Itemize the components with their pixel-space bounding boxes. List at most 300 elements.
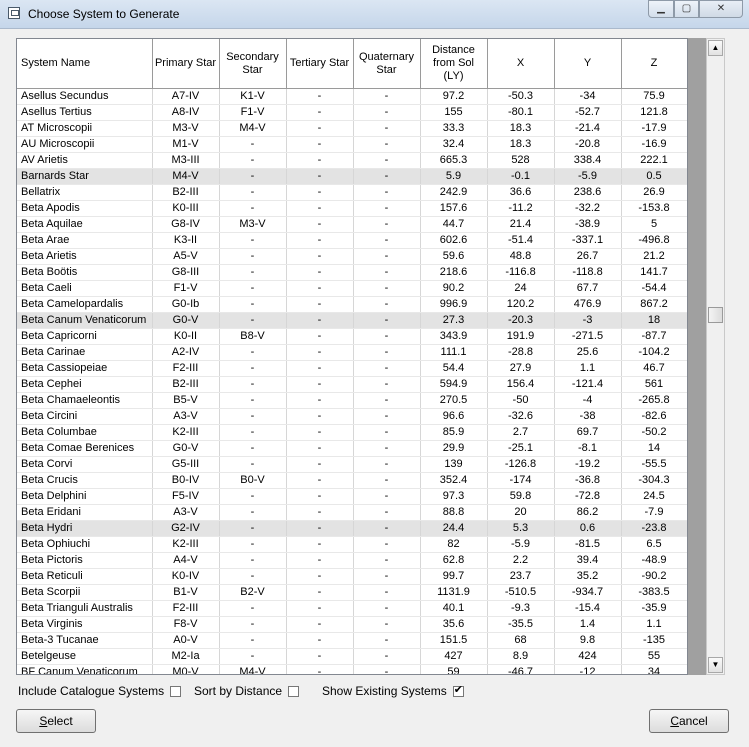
table-row[interactable] xyxy=(17,105,687,121)
table-row[interactable] xyxy=(17,393,687,409)
table-cell: - xyxy=(286,137,353,153)
table-cell: - xyxy=(286,649,353,665)
table-cell: -116.8 xyxy=(487,265,554,281)
table-cell: - xyxy=(286,585,353,601)
table-row[interactable] xyxy=(17,233,687,249)
table-row[interactable] xyxy=(17,329,687,345)
table-cell: - xyxy=(353,441,420,457)
table-cell: Beta Cassiopeiae xyxy=(17,361,152,377)
table-cell: - xyxy=(219,153,286,169)
table-cell: G8-IV xyxy=(152,217,219,233)
include-catalogue-label: Include Catalogue Systems xyxy=(18,684,165,698)
table-cell: - xyxy=(286,393,353,409)
table-cell: - xyxy=(219,281,286,297)
table-row[interactable] xyxy=(17,137,687,153)
table-cell: 0.6 xyxy=(554,521,621,537)
table-cell: - xyxy=(353,601,420,617)
table-cell: - xyxy=(353,377,420,393)
table-cell: -5.9 xyxy=(487,537,554,553)
table-row[interactable] xyxy=(17,601,687,617)
table-cell: Beta Trianguli Australis xyxy=(17,601,152,617)
table-cell: - xyxy=(286,233,353,249)
table-cell: 59 xyxy=(420,665,487,676)
table-cell: - xyxy=(286,153,353,169)
table-cell: - xyxy=(353,617,420,633)
show-existing-option[interactable] xyxy=(322,684,464,698)
table-cell: - xyxy=(219,617,286,633)
title-bar xyxy=(0,0,749,29)
table-cell: F2-III xyxy=(152,601,219,617)
table-cell: G0-Ib xyxy=(152,297,219,313)
table-cell: - xyxy=(286,169,353,185)
scroll-up-button[interactable] xyxy=(708,40,723,56)
table-cell: - xyxy=(353,585,420,601)
table-cell: BF Canum Venaticorum xyxy=(17,665,152,676)
table-cell: 121.8 xyxy=(621,105,687,121)
column-header[interactable]: Y xyxy=(554,39,621,89)
table-row[interactable] xyxy=(17,569,687,585)
table-cell: Beta Columbae xyxy=(17,425,152,441)
table-cell: - xyxy=(353,505,420,521)
table-cell: - xyxy=(219,393,286,409)
table-row[interactable] xyxy=(17,201,687,217)
table-cell: -87.7 xyxy=(621,329,687,345)
table-cell: -38.9 xyxy=(554,217,621,233)
table-row[interactable] xyxy=(17,425,687,441)
table-cell: 5.3 xyxy=(487,521,554,537)
minimize-button[interactable] xyxy=(648,0,674,18)
table-row[interactable] xyxy=(17,153,687,169)
table-cell: 33.3 xyxy=(420,121,487,137)
column-header[interactable]: X xyxy=(487,39,554,89)
table-cell: 528 xyxy=(487,153,554,169)
table-cell: 62.8 xyxy=(420,553,487,569)
table-row[interactable] xyxy=(17,281,687,297)
table-row[interactable] xyxy=(17,665,687,676)
table-cell: 24.5 xyxy=(621,489,687,505)
table-cell: 96.6 xyxy=(420,409,487,425)
table-row[interactable] xyxy=(17,265,687,281)
close-button[interactable] xyxy=(699,0,743,18)
column-header[interactable]: Tertiary Star xyxy=(286,39,353,89)
table-cell: - xyxy=(353,281,420,297)
table-cell: K3-II xyxy=(152,233,219,249)
table-cell: 54.4 xyxy=(420,361,487,377)
table-cell: 24.4 xyxy=(420,521,487,537)
table-row[interactable] xyxy=(17,249,687,265)
table-cell: - xyxy=(353,313,420,329)
include-catalogue-option[interactable] xyxy=(18,684,181,698)
table-cell: - xyxy=(353,569,420,585)
table-cell: - xyxy=(219,457,286,473)
table-cell: -337.1 xyxy=(554,233,621,249)
table-cell: -50.2 xyxy=(621,425,687,441)
table-cell: - xyxy=(219,649,286,665)
table-cell: - xyxy=(353,473,420,489)
table-cell: 26.7 xyxy=(554,249,621,265)
sort-by-distance-checkbox[interactable] xyxy=(288,686,299,697)
table-cell: - xyxy=(353,105,420,121)
table-cell: Beta Ophiuchi xyxy=(17,537,152,553)
table-cell: 40.1 xyxy=(420,601,487,617)
table-cell: - xyxy=(286,505,353,521)
table-cell: -32.2 xyxy=(554,201,621,217)
table-cell: - xyxy=(353,185,420,201)
table-cell: - xyxy=(286,473,353,489)
table-cell: - xyxy=(353,489,420,505)
table-cell: -20.3 xyxy=(487,313,554,329)
table-cell: -72.8 xyxy=(554,489,621,505)
table-cell: M2-Ia xyxy=(152,649,219,665)
table-row[interactable] xyxy=(17,585,687,601)
table-cell: -126.8 xyxy=(487,457,554,473)
table-cell: Asellus Secundus xyxy=(17,89,152,105)
table-cell: -23.8 xyxy=(621,521,687,537)
table-cell: -82.6 xyxy=(621,409,687,425)
table-cell: 8.9 xyxy=(487,649,554,665)
table-cell: B2-V xyxy=(219,585,286,601)
table-cell: 82 xyxy=(420,537,487,553)
table-cell: -48.9 xyxy=(621,553,687,569)
table-row[interactable] xyxy=(17,617,687,633)
table-cell: F1-V xyxy=(219,105,286,121)
table-row[interactable] xyxy=(17,217,687,233)
table-cell: -496.8 xyxy=(621,233,687,249)
maximize-button[interactable] xyxy=(674,0,699,18)
minimize-icon: ▁ xyxy=(657,3,665,14)
table-cell: - xyxy=(286,217,353,233)
table-cell: - xyxy=(353,249,420,265)
table-cell: 1.1 xyxy=(554,361,621,377)
table-cell: - xyxy=(353,297,420,313)
column-header[interactable]: Quaternary Star xyxy=(353,39,420,89)
table-cell: - xyxy=(219,265,286,281)
table-cell: - xyxy=(219,377,286,393)
table-cell: - xyxy=(353,537,420,553)
table-cell: 1131.9 xyxy=(420,585,487,601)
table-cell: - xyxy=(353,633,420,649)
table-cell: B8-V xyxy=(219,329,286,345)
table-row[interactable] xyxy=(17,473,687,489)
table-cell: -17.9 xyxy=(621,121,687,137)
table-cell: 27.3 xyxy=(420,313,487,329)
cancel-label: ancel xyxy=(678,714,708,728)
table-cell: - xyxy=(353,217,420,233)
arrow-up-icon: ▲ xyxy=(711,43,720,52)
table-cell: -4 xyxy=(554,393,621,409)
vertical-scrollbar[interactable] xyxy=(706,38,725,675)
table-cell: 27.9 xyxy=(487,361,554,377)
table-cell: 270.5 xyxy=(420,393,487,409)
table-cell: 476.9 xyxy=(554,297,621,313)
table-row[interactable] xyxy=(17,313,687,329)
table-cell: 29.9 xyxy=(420,441,487,457)
table-cell: 111.1 xyxy=(420,345,487,361)
table-cell: -121.4 xyxy=(554,377,621,393)
table-cell: -35.5 xyxy=(487,617,554,633)
table-cell: - xyxy=(286,409,353,425)
table-cell: 99.7 xyxy=(420,569,487,585)
table-cell: 867.2 xyxy=(621,297,687,313)
include-catalogue-checkbox[interactable] xyxy=(170,686,181,697)
table-cell: Beta Chamaeleontis xyxy=(17,393,152,409)
table-cell: -12 xyxy=(554,665,621,676)
table-cell: 156.4 xyxy=(487,377,554,393)
table-cell: B2-III xyxy=(152,377,219,393)
select-mnemonic: S xyxy=(39,714,48,728)
table-cell: 21.4 xyxy=(487,217,554,233)
table-cell: -28.8 xyxy=(487,345,554,361)
table-row[interactable] xyxy=(17,345,687,361)
grid-empty-area xyxy=(688,38,706,675)
table-cell: - xyxy=(219,361,286,377)
table-cell: 5 xyxy=(621,217,687,233)
table-row[interactable] xyxy=(17,441,687,457)
table-cell: - xyxy=(353,137,420,153)
table-cell: Beta Corvi xyxy=(17,457,152,473)
table-cell: F1-V xyxy=(152,281,219,297)
table-cell: 157.6 xyxy=(420,201,487,217)
table-cell: -135 xyxy=(621,633,687,649)
table-cell: 46.7 xyxy=(621,361,687,377)
table-cell: F5-IV xyxy=(152,489,219,505)
table-cell: - xyxy=(353,89,420,105)
table-row[interactable] xyxy=(17,409,687,425)
scroll-down-button[interactable] xyxy=(708,657,723,673)
table-cell: G5-III xyxy=(152,457,219,473)
table-cell: Beta Delphini xyxy=(17,489,152,505)
table-cell: - xyxy=(286,121,353,137)
table-cell: 594.9 xyxy=(420,377,487,393)
table-cell: - xyxy=(219,409,286,425)
show-existing-checkbox[interactable] xyxy=(453,686,464,697)
table-cell: - xyxy=(286,601,353,617)
grid-header-row xyxy=(17,39,687,89)
table-cell: 141.7 xyxy=(621,265,687,281)
window-controls xyxy=(648,0,743,18)
table-cell: -104.2 xyxy=(621,345,687,361)
table-cell: 120.2 xyxy=(487,297,554,313)
table-cell: -8.1 xyxy=(554,441,621,457)
select-label: elect xyxy=(47,714,73,728)
table-cell: - xyxy=(286,665,353,676)
table-cell: Beta-3 Tucanae xyxy=(17,633,152,649)
table-cell: 67.7 xyxy=(554,281,621,297)
table-cell: -36.8 xyxy=(554,473,621,489)
table-cell: 352.4 xyxy=(420,473,487,489)
table-cell: - xyxy=(219,169,286,185)
table-cell: Beta Virginis xyxy=(17,617,152,633)
table-cell: -0.1 xyxy=(487,169,554,185)
table-cell: 68 xyxy=(487,633,554,649)
table-cell: F2-III xyxy=(152,361,219,377)
select-button[interactable] xyxy=(16,709,96,733)
table-cell: Beta Hydri xyxy=(17,521,152,537)
table-cell: -934.7 xyxy=(554,585,621,601)
close-icon: ✕ xyxy=(716,3,726,14)
table-cell: 338.4 xyxy=(554,153,621,169)
table-cell: 155 xyxy=(420,105,487,121)
table-cell: Beta Aquilae xyxy=(17,217,152,233)
table-row[interactable] xyxy=(17,649,687,665)
table-cell: - xyxy=(286,521,353,537)
show-existing-label: Show Existing Systems xyxy=(322,684,447,698)
table-cell: - xyxy=(286,89,353,105)
table-cell: AT Microscopii xyxy=(17,121,152,137)
table-cell: - xyxy=(219,425,286,441)
table-cell: 561 xyxy=(621,377,687,393)
table-cell: -34 xyxy=(554,89,621,105)
table-cell: - xyxy=(353,457,420,473)
app-window-icon xyxy=(8,7,20,19)
table-cell: 32.4 xyxy=(420,137,487,153)
table-cell: K0-IV xyxy=(152,569,219,585)
table-cell: A3-V xyxy=(152,505,219,521)
table-cell: -50 xyxy=(487,393,554,409)
systems-grid[interactable] xyxy=(16,38,688,675)
table-cell: - xyxy=(286,377,353,393)
table-row[interactable] xyxy=(17,505,687,521)
table-cell: 2.2 xyxy=(487,553,554,569)
table-cell: F8-V xyxy=(152,617,219,633)
table-cell: K2-III xyxy=(152,537,219,553)
table-cell: Beta Crucis xyxy=(17,473,152,489)
table-row[interactable] xyxy=(17,185,687,201)
table-cell: -54.4 xyxy=(621,281,687,297)
table-cell: - xyxy=(219,249,286,265)
table-cell: - xyxy=(219,601,286,617)
table-cell: 97.3 xyxy=(420,489,487,505)
table-cell: - xyxy=(353,201,420,217)
table-cell: - xyxy=(353,329,420,345)
column-header[interactable]: System Name xyxy=(17,39,152,89)
table-cell: 191.9 xyxy=(487,329,554,345)
table-cell: 665.3 xyxy=(420,153,487,169)
table-row[interactable] xyxy=(17,521,687,537)
table-cell: 6.5 xyxy=(621,537,687,553)
table-cell: -51.4 xyxy=(487,233,554,249)
table-cell: G0-V xyxy=(152,441,219,457)
table-cell: -271.5 xyxy=(554,329,621,345)
table-cell: 222.1 xyxy=(621,153,687,169)
table-cell: -265.8 xyxy=(621,393,687,409)
table-cell: 35.2 xyxy=(554,569,621,585)
table-cell: - xyxy=(286,425,353,441)
table-cell: 59.8 xyxy=(487,489,554,505)
table-cell: - xyxy=(286,537,353,553)
table-cell: -52.7 xyxy=(554,105,621,121)
arrow-down-icon: ▼ xyxy=(711,660,720,669)
table-cell: 238.6 xyxy=(554,185,621,201)
table-cell: 35.6 xyxy=(420,617,487,633)
table-cell: - xyxy=(286,185,353,201)
column-header[interactable]: Z xyxy=(621,39,687,89)
table-row[interactable] xyxy=(17,489,687,505)
table-cell: Beta Caeli xyxy=(17,281,152,297)
column-header[interactable]: Primary Star xyxy=(152,39,219,89)
table-cell: K2-III xyxy=(152,425,219,441)
table-cell: 9.8 xyxy=(554,633,621,649)
table-cell: -5.9 xyxy=(554,169,621,185)
column-header[interactable]: Distance from Sol (LY) xyxy=(420,39,487,89)
table-cell: - xyxy=(286,313,353,329)
table-cell: M4-V xyxy=(219,665,286,676)
table-cell: - xyxy=(219,345,286,361)
table-cell: 55 xyxy=(621,649,687,665)
table-cell: M4-V xyxy=(152,169,219,185)
table-row[interactable] xyxy=(17,457,687,473)
table-cell: Beta Apodis xyxy=(17,201,152,217)
table-cell: 343.9 xyxy=(420,329,487,345)
scroll-thumb[interactable] xyxy=(708,307,723,323)
table-cell: G8-III xyxy=(152,265,219,281)
table-cell: - xyxy=(353,153,420,169)
table-cell: -304.3 xyxy=(621,473,687,489)
table-row[interactable] xyxy=(17,377,687,393)
table-cell: 1.4 xyxy=(554,617,621,633)
table-cell: 44.7 xyxy=(420,217,487,233)
table-cell: G2-IV xyxy=(152,521,219,537)
table-cell: M3-III xyxy=(152,153,219,169)
table-cell: 39.4 xyxy=(554,553,621,569)
table-cell: AV Arietis xyxy=(17,153,152,169)
table-cell: 218.6 xyxy=(420,265,487,281)
table-cell: 21.2 xyxy=(621,249,687,265)
window-title: Choose System to Generate xyxy=(28,7,180,21)
table-row[interactable] xyxy=(17,537,687,553)
table-cell: 34 xyxy=(621,665,687,676)
table-cell: - xyxy=(286,569,353,585)
table-cell: B0-IV xyxy=(152,473,219,489)
cancel-button[interactable] xyxy=(649,709,729,733)
table-cell: - xyxy=(353,169,420,185)
table-cell: Beta Carinae xyxy=(17,345,152,361)
table-cell: 26.9 xyxy=(621,185,687,201)
table-cell: M3-V xyxy=(219,217,286,233)
table-row[interactable] xyxy=(17,297,687,313)
table-cell: Beta Boötis xyxy=(17,265,152,281)
table-row[interactable] xyxy=(17,121,687,137)
table-cell: - xyxy=(353,121,420,137)
table-row[interactable] xyxy=(17,633,687,649)
sort-by-distance-option[interactable] xyxy=(194,684,299,698)
table-cell: 0.5 xyxy=(621,169,687,185)
table-cell: Beta Capricorni xyxy=(17,329,152,345)
maximize-icon: ▢ xyxy=(681,3,692,14)
column-header[interactable]: Secondary Star xyxy=(219,39,286,89)
table-row[interactable] xyxy=(17,89,687,105)
table-cell: Beta Arae xyxy=(17,233,152,249)
table-cell: 139 xyxy=(420,457,487,473)
table-cell: Barnards Star xyxy=(17,169,152,185)
table-row[interactable] xyxy=(17,553,687,569)
table-cell: -20.8 xyxy=(554,137,621,153)
table-cell: 427 xyxy=(420,649,487,665)
table-cell: M3-V xyxy=(152,121,219,137)
table-row[interactable] xyxy=(17,169,687,185)
table-cell: A4-V xyxy=(152,553,219,569)
table-cell: - xyxy=(286,361,353,377)
table-cell: 24 xyxy=(487,281,554,297)
table-cell: Beta Circini xyxy=(17,409,152,425)
table-cell: -46.7 xyxy=(487,665,554,676)
table-row[interactable] xyxy=(17,361,687,377)
table-cell: A5-V xyxy=(152,249,219,265)
table-cell: - xyxy=(286,441,353,457)
table-cell: -55.5 xyxy=(621,457,687,473)
table-cell: 5.9 xyxy=(420,169,487,185)
table-cell: - xyxy=(353,409,420,425)
